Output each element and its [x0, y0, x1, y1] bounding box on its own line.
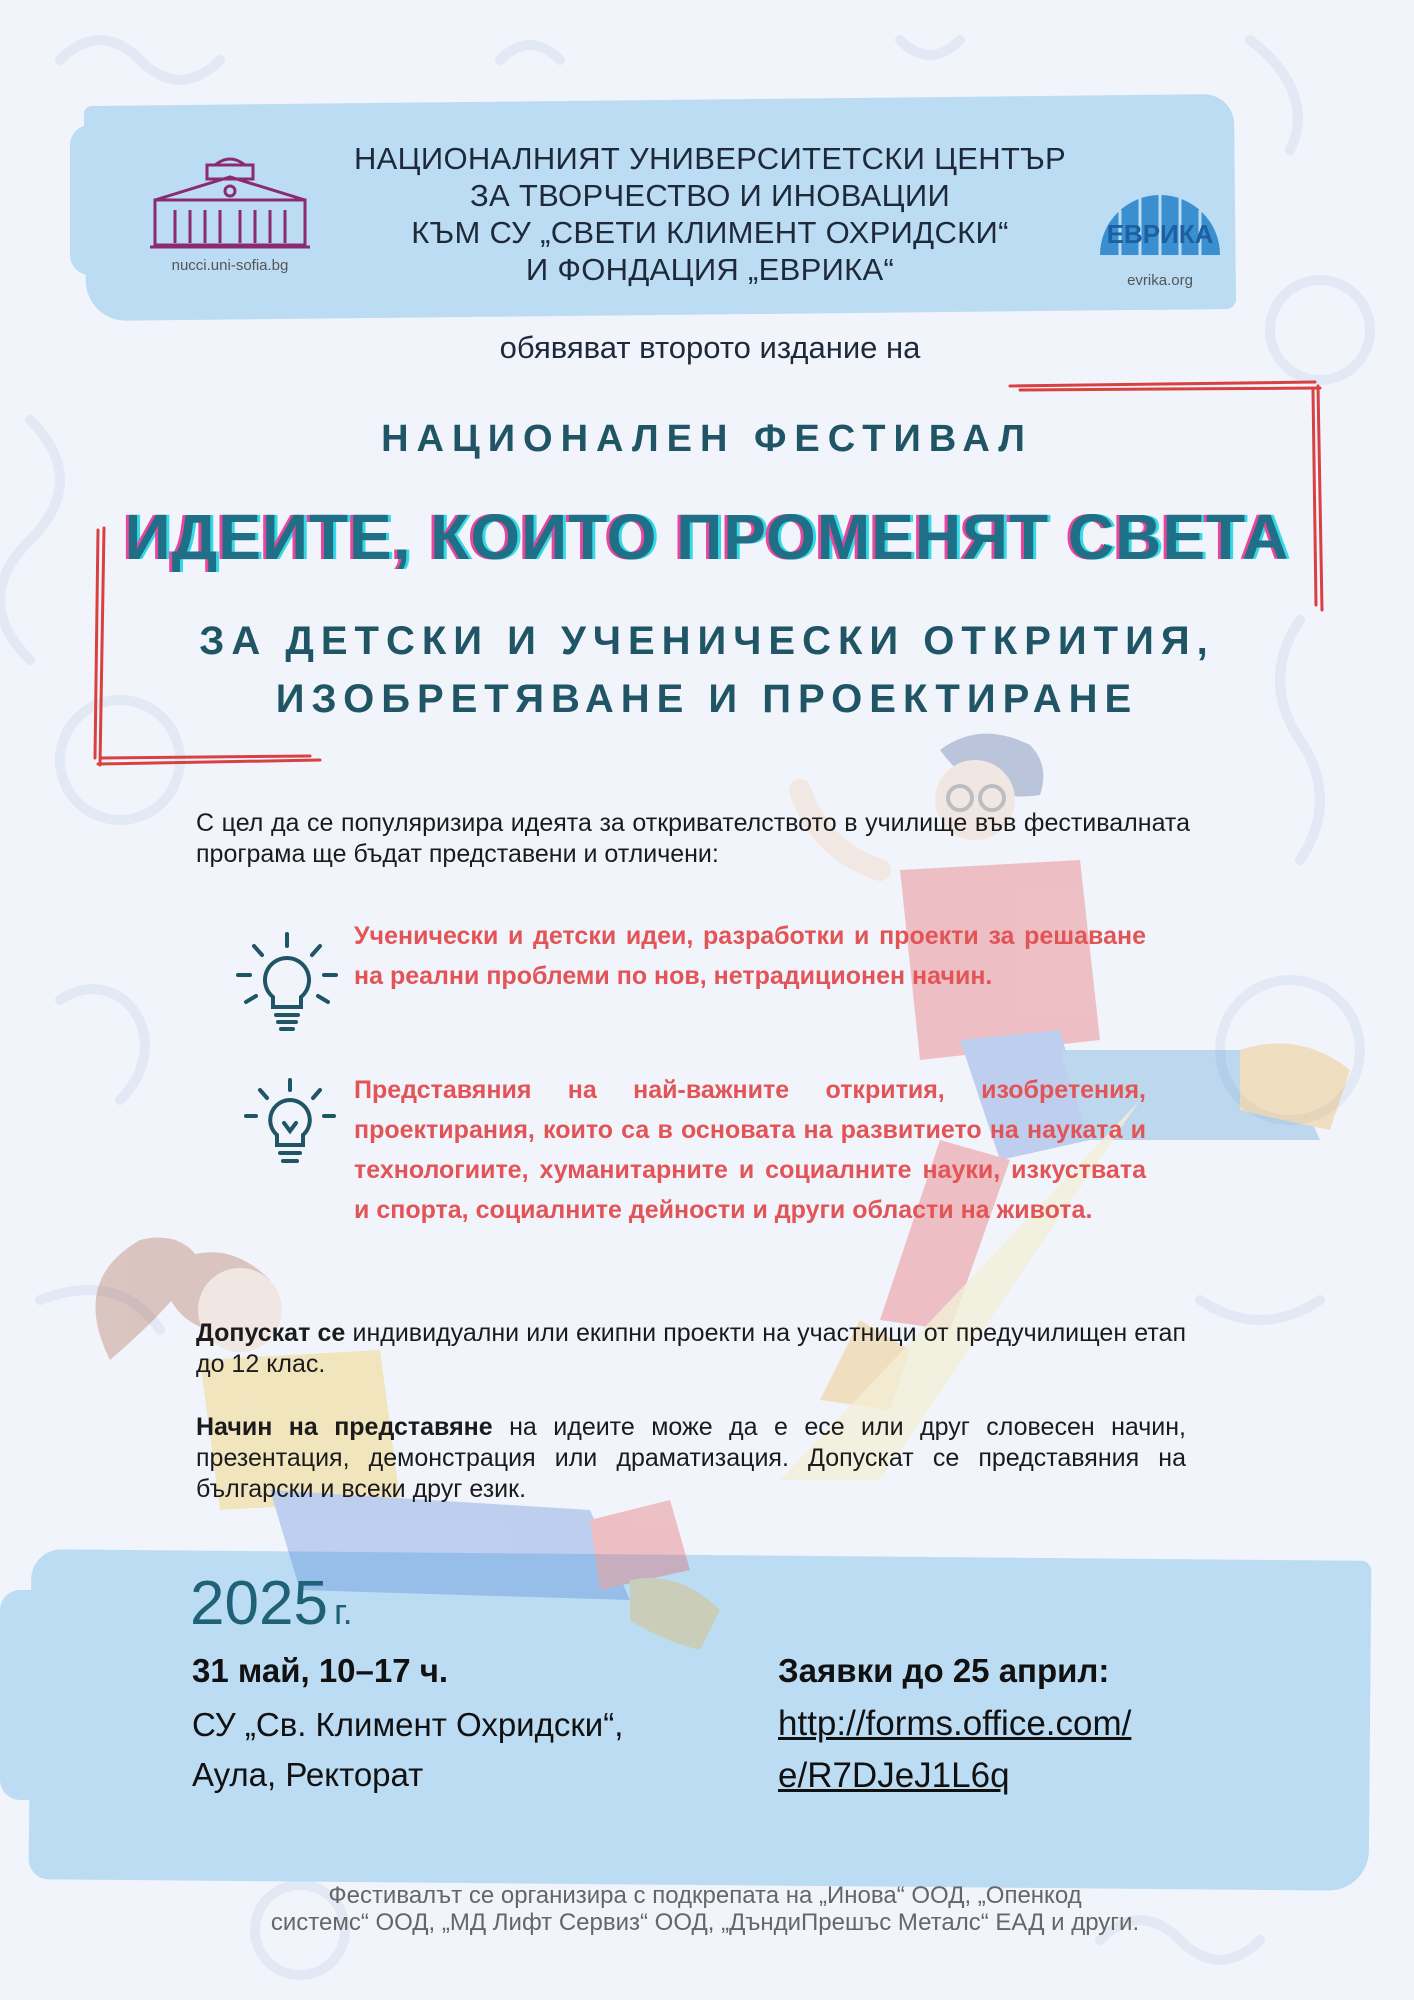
bullet-ideas: Ученически и детски идеи, разработки и проекти за решаване на реални проблеми по нов, нетрадиционен начин.	[354, 922, 1146, 990]
year-number: 2025	[190, 1569, 328, 1638]
header-brush-edge	[70, 125, 110, 275]
link-line: http://forms.office.com/	[778, 1704, 1132, 1743]
link-line: e/R7DJeJ1L6q	[778, 1756, 1010, 1795]
evrika-logo	[1080, 165, 1240, 289]
evrika-logo-caption: evrika.org	[1127, 272, 1193, 289]
sponsors-note	[150, 1882, 1260, 1936]
event-venue	[192, 1700, 623, 1800]
participants-text: индивидуални или екипни проекти на участници от предучилищен етап до 12 клас.	[196, 1319, 1186, 1378]
festival-subtitle-line: ИЗОБРЕТЯВАНЕ И ПРОЕКТИРАНЕ	[275, 677, 1139, 721]
festival-subtitle	[0, 612, 1414, 728]
sponsors-line: системс“ ООД, „МД Лифт Сервиз“ ООД, „ДъндиПрешъс Металс“ ЕАД и други.	[270, 1909, 1140, 1936]
bullet-discoveries: Представяния на най-важните открития, изобретения, проектирания, които са в основата на развитието на науката и технологиите, хуманитарните и социалните науки, изкуствата и спорта, социалните дейности и други области на живота.	[354, 1076, 1146, 1224]
festival-subtitle-line: ЗА ДЕТСКИ И УЧЕНИЧЕСКИ ОТКРИТИЯ,	[199, 619, 1215, 663]
format-bold: Начин на представяне	[196, 1413, 493, 1441]
format-paragraph	[196, 1412, 1186, 1505]
lightbulb-icon	[232, 930, 342, 1040]
application-deadline: Заявки до 25 април:	[778, 1652, 1110, 1689]
evrika-logo-wordmark: ЕВРИКА	[1106, 219, 1214, 249]
organizers-line: ЗА ТВОРЧЕСТВО И ИНОВАЦИИ	[469, 178, 951, 213]
venue-line: Аула, Ректорат	[192, 1756, 424, 1793]
venue-line: СУ „Св. Климент Охридски“,	[192, 1706, 624, 1743]
announcement-text: обявяват второто издание на	[499, 330, 921, 365]
organizers-line: КЪМ СУ „СВЕТИ КЛИМЕНТ ОХРИДСКИ“	[411, 215, 1009, 250]
year-suffix: г.	[333, 1591, 353, 1632]
event-year	[190, 1568, 353, 1639]
festival-kicker: НАЦИОНАЛЕН ФЕСТИВАЛ	[381, 418, 1033, 460]
university-building-icon	[145, 155, 315, 255]
organizers-title	[320, 140, 1100, 288]
organizers-line: НАЦИОНАЛНИЯТ УНИВЕРСИТЕТСКИ ЦЕНТЪР	[353, 141, 1067, 176]
event-date: 31 май, 10–17 ч.	[192, 1652, 449, 1689]
participants-paragraph	[196, 1318, 1186, 1380]
organizers-line: И ФОНДАЦИЯ „ЕВРИКА“	[525, 252, 895, 287]
university-logo-caption: nucci.uni-sofia.bg	[171, 257, 289, 274]
evrika-dome-icon	[1095, 165, 1225, 265]
format-text: на идеите може да е есе или друг словесен начин, презентация, демонстрация или драматизация. Допускат се представяния на български и всеки друг език.	[196, 1413, 1186, 1503]
participants-bold: Допускат се	[196, 1319, 346, 1347]
festival-title: ИДЕИТЕ, КОИТО ПРОМЕНЯТ СВЕТА	[124, 501, 1290, 573]
footer-brush-edge	[0, 1590, 60, 1800]
application-form-link[interactable]	[778, 1698, 1198, 1802]
bulb-idea-icon	[240, 1078, 340, 1178]
sponsors-line: Фестивалът се организира с подкрепата на „Инова“ ООД, „Опенкод	[328, 1882, 1082, 1909]
intro-paragraph: С цел да се популяризира идеята за откривателството в училище във фестивалната програма ще бъдат представени и отличени:	[196, 809, 1190, 868]
university-logo	[140, 155, 320, 285]
